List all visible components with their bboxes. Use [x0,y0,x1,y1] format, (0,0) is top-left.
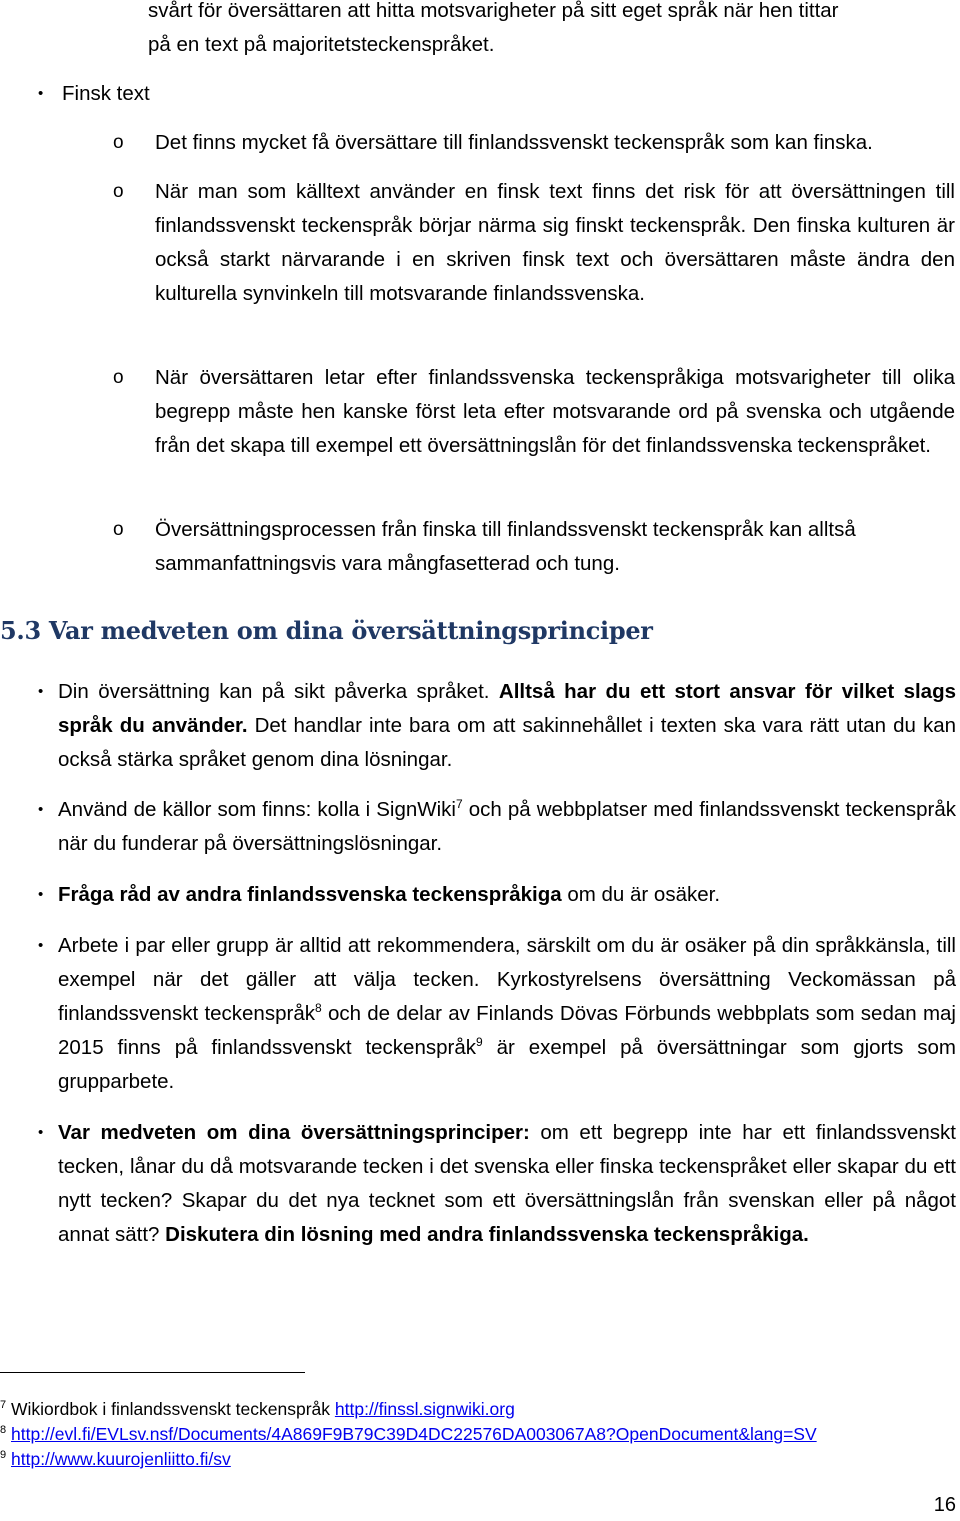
sub-bullet-icon: o [113,132,124,153]
footnote-7: $^7$ Wikiordbok i finlandssvenskt teckenspråk http://finssl.signwiki.org [0,1399,515,1419]
footnote-link[interactable]: http://www.kuurojenliitto.fi/sv [11,1449,231,1469]
principle-item-1: Din översättning kan på sikt påverka språket. Alltså har du ett stort ansvar för vilket slags språk du använder. Det handlar inte bara om att sakinnehållet i texten ska vara rätt utan du kan också stärka språket genom dina lösningar. [58,680,956,771]
finsk-item-1: Det finns mycket få översättare till finlandssvenskt teckenspråk som kan finska. [155,131,873,154]
bullet-icon: • [38,85,44,102]
finsk-item-3: När översättaren letar efter finlandssvenska teckenspråkiga motsvarigheter till olika begrepp måste hen kanske först leta efter motsvarande ord på svenska och utgående från det skapa till exempel ett översättningslån för det finlandssvenska teckenspråket. [155,366,955,457]
bullet-icon: • [38,886,44,903]
intro-line-2: på en text på majoritetsteckenspråket. [148,33,495,56]
principle-item-5: Var medveten om dina översättningsprinciper: om ett begrepp inte har ett finlandssvenskt tecken, lånar du då motsvarande tecken i det svenska eller finska teckenspråket eller skapar du ett nytt tecken? Skapar du det nya tecknet som ett översättningslån från svenskan eller på något annat sätt? Diskutera din lösning med andra finlandssvenska teckenspråkiga. [58,1121,956,1246]
footnote-ref[interactable]: 8 [314,1001,322,1016]
footnote-link[interactable]: http://finssl.signwiki.org [334,1399,515,1419]
footnote-9: $^9$ http://www.kuurojenliitto.fi/sv [0,1449,231,1469]
sub-bullet-icon: o [113,367,124,388]
bullet-icon: • [38,1124,44,1141]
principle-item-3: Fråga råd av andra finlandssvenska teckenspråkiga om du är osäker. [58,883,721,906]
section-heading: 5.3 Var medveten om dina översättningsprinciper [0,616,653,645]
bullet-icon: • [38,683,44,700]
finsk-item-2: När man som källtext använder en finsk text finns det risk för att översättningen till finlandssvenskt teckenspråk börjar närma sig finskt teckenspråk. Den finska kulturen är också starkt närvarande i en skriven finsk text och översättaren måste ändra den kulturella synvinkeln till motsvarande finlandssvenska. [155,180,955,305]
bullet-icon: • [38,937,44,954]
principle-item-2: Använd de källor som finns: kolla i SignWiki$^7$ och på webbplatser med finlandssvenskt teckenspråk när du funderar på översättningslösningar. [58,797,956,855]
principle-item-4: Arbete i par eller grupp är alltid att rekommendera, särskilt om du är osäker på din språkkänsla, till exempel när det gäller att välja tecken. Kyrkostyrelsens översättning Veckomässan på finlandssvenskt teckenspråk$^8$ och de delar av Finlands Dövas Förbunds webbplats som sedan maj 2015 finns på finlandssvenskt teckenspråk$^9$ är exempel på översättningar som gjorts som grupparbete. [58,934,956,1093]
bullet-icon: • [38,801,44,818]
footnote-ref[interactable]: 9 [476,1035,483,1050]
intro-paragraph [148,0,954,62]
finsk-item-4: Översättningsprocessen från finska till finlandssvenskt teckenspråk kan alltså sammanfattningsvis vara mångfasetterad och tung. [155,518,856,575]
footnote-link[interactable]: http://evl.fi/EVLsv.nsf/Documents/4A869F9B79C39D4DC22576DA003067A8?OpenDocument&lang=SV [11,1424,817,1444]
intro-line-1: svårt för översättaren att hitta motsvarigheter på sitt eget språk när hen tittar [148,0,839,22]
footnote-8: $^8$ http://evl.fi/EVLsv.nsf/Documents/4A869F9B79C39D4DC22576DA003067A8?OpenDocument&lang=SV [0,1424,817,1444]
sub-bullet-icon: o [113,181,124,202]
footnote-ref[interactable]: 7 [455,797,463,812]
finsk-text-label: Finsk text [62,82,150,105]
sub-bullet-icon: o [113,519,124,540]
page-number: 16 [933,1494,956,1516]
footnote-separator [0,1372,305,1373]
